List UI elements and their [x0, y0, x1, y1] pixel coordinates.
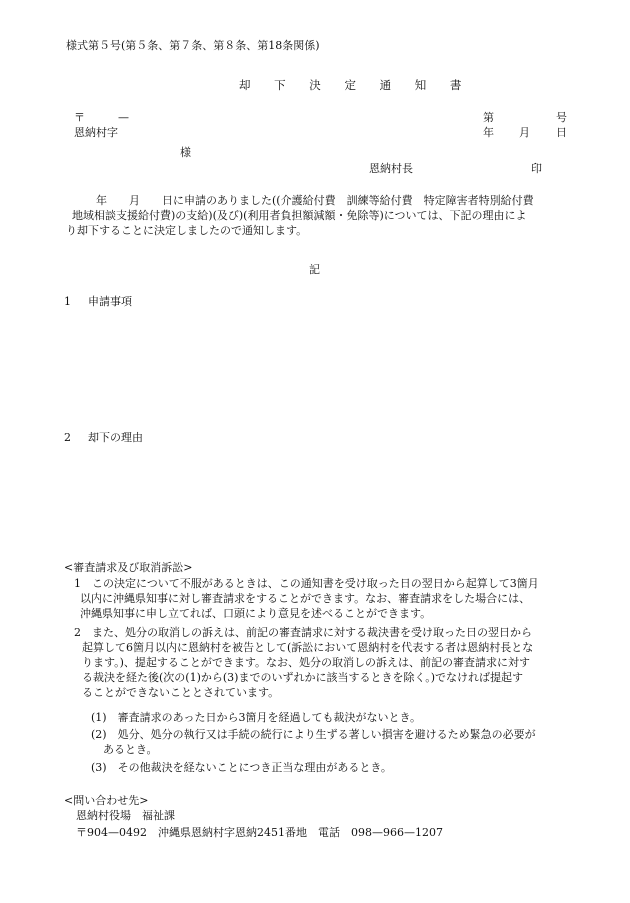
appeal-item-2 — [74, 625, 533, 700]
appeal-sub-3: (3) その他裁決を経ないことにつき正当な理由があるとき。 — [91, 761, 392, 774]
appeal-heading: <審査請求及び取消訴訟> — [64, 561, 193, 574]
appeal-item-2-line: る裁決を経た後(次の(1)から(3)までのいずれかに該当するときを除く。)でなければ提起す — [82, 671, 524, 684]
number-dai: 第 — [483, 111, 494, 124]
seal-mark: 印 — [531, 162, 542, 175]
notice-body-line: 地域相談支援給付費)の支給)(及び)(利用者負担額減額・免除等)については、下記の理由によ — [72, 209, 527, 222]
appeal-item-1-line: 沖縄県知事に申し立てれば、口頭により意見を述べることができます。 — [80, 607, 432, 620]
date-year: 年 — [483, 126, 494, 139]
appeal-sub-2-line: あるとき。 — [103, 743, 158, 756]
notice-body — [66, 193, 534, 238]
appeal-item-1 — [74, 576, 539, 621]
appeal-sub-2-line: (2) 処分、処分の執行又は手続の続行により生ずる著しい損害を避けるため緊急の必要が — [91, 728, 536, 741]
notice-body-line: 年 月 日に申請のありました((介護給付費 訓練等給付費 特定障害者特別給付費 — [96, 194, 534, 207]
addressee-sama: 様 — [180, 146, 191, 159]
section-label: 却下の理由 — [88, 431, 143, 444]
contact-heading: <問い合わせ先> — [64, 794, 149, 807]
appeal-item-1-line: 以内に沖縄県知事に対し審査請求をすることができます。なお、審査請求をした場合には、 — [80, 592, 531, 605]
appeal-item-2-line: 起算して6箇月以内に恩納村を被告として(訴訟において恩納村を代表する者は恩納村長とな — [82, 641, 534, 654]
village-prefix: 恩納村字 — [74, 126, 118, 139]
appeal-item-1-line: 1 この決定について不服があるときは、この通知書を受け取った日の翌日から起算して3箇月 — [74, 577, 539, 590]
appeal-item-2-line: ることができないこととされています。 — [82, 686, 280, 699]
signer-title: 恩納村長 — [369, 162, 413, 175]
date-day: 日 — [556, 126, 567, 139]
date-month: 月 — [519, 126, 530, 139]
section-rejection-reason — [64, 431, 143, 445]
postal-symbol: 〒 — [74, 111, 85, 124]
appeal-sub-1: (1) 審査請求のあった日から3箇月を経過しても裁決がないとき。 — [91, 711, 422, 724]
postal-dash: — — [118, 111, 129, 124]
ki-heading: 記 — [309, 263, 320, 276]
section-number: 2 — [64, 431, 71, 444]
form-number-header: 様式第５号(第５条、第７条、第８条、第18条関係) — [66, 39, 320, 52]
notice-body-line: り却下することに決定しましたので通知します。 — [66, 224, 308, 237]
section-label: 申請事項 — [88, 295, 132, 308]
appeal-item-2-line: ります。)、提起することができます。なお、処分の取消しの訴えは、前記の審査請求に対す — [82, 656, 531, 669]
contact-office: 恩納村役場 福祉課 — [76, 809, 175, 822]
document-title: 却 下 決 定 通 知 書 — [239, 78, 472, 92]
section-application-items — [64, 295, 132, 309]
number-go: 号 — [556, 111, 567, 124]
section-number: 1 — [64, 295, 71, 308]
appeal-sub-2 — [91, 727, 536, 757]
appeal-item-2-line: 2 また、処分の取消しの訴えは、前記の審査請求に対する裁決書を受け取った日の翌日から — [74, 626, 532, 639]
contact-address: 〒904—0492 沖縄県恩納村字恩納2451番地 電話 098—966—1207 — [76, 826, 443, 839]
